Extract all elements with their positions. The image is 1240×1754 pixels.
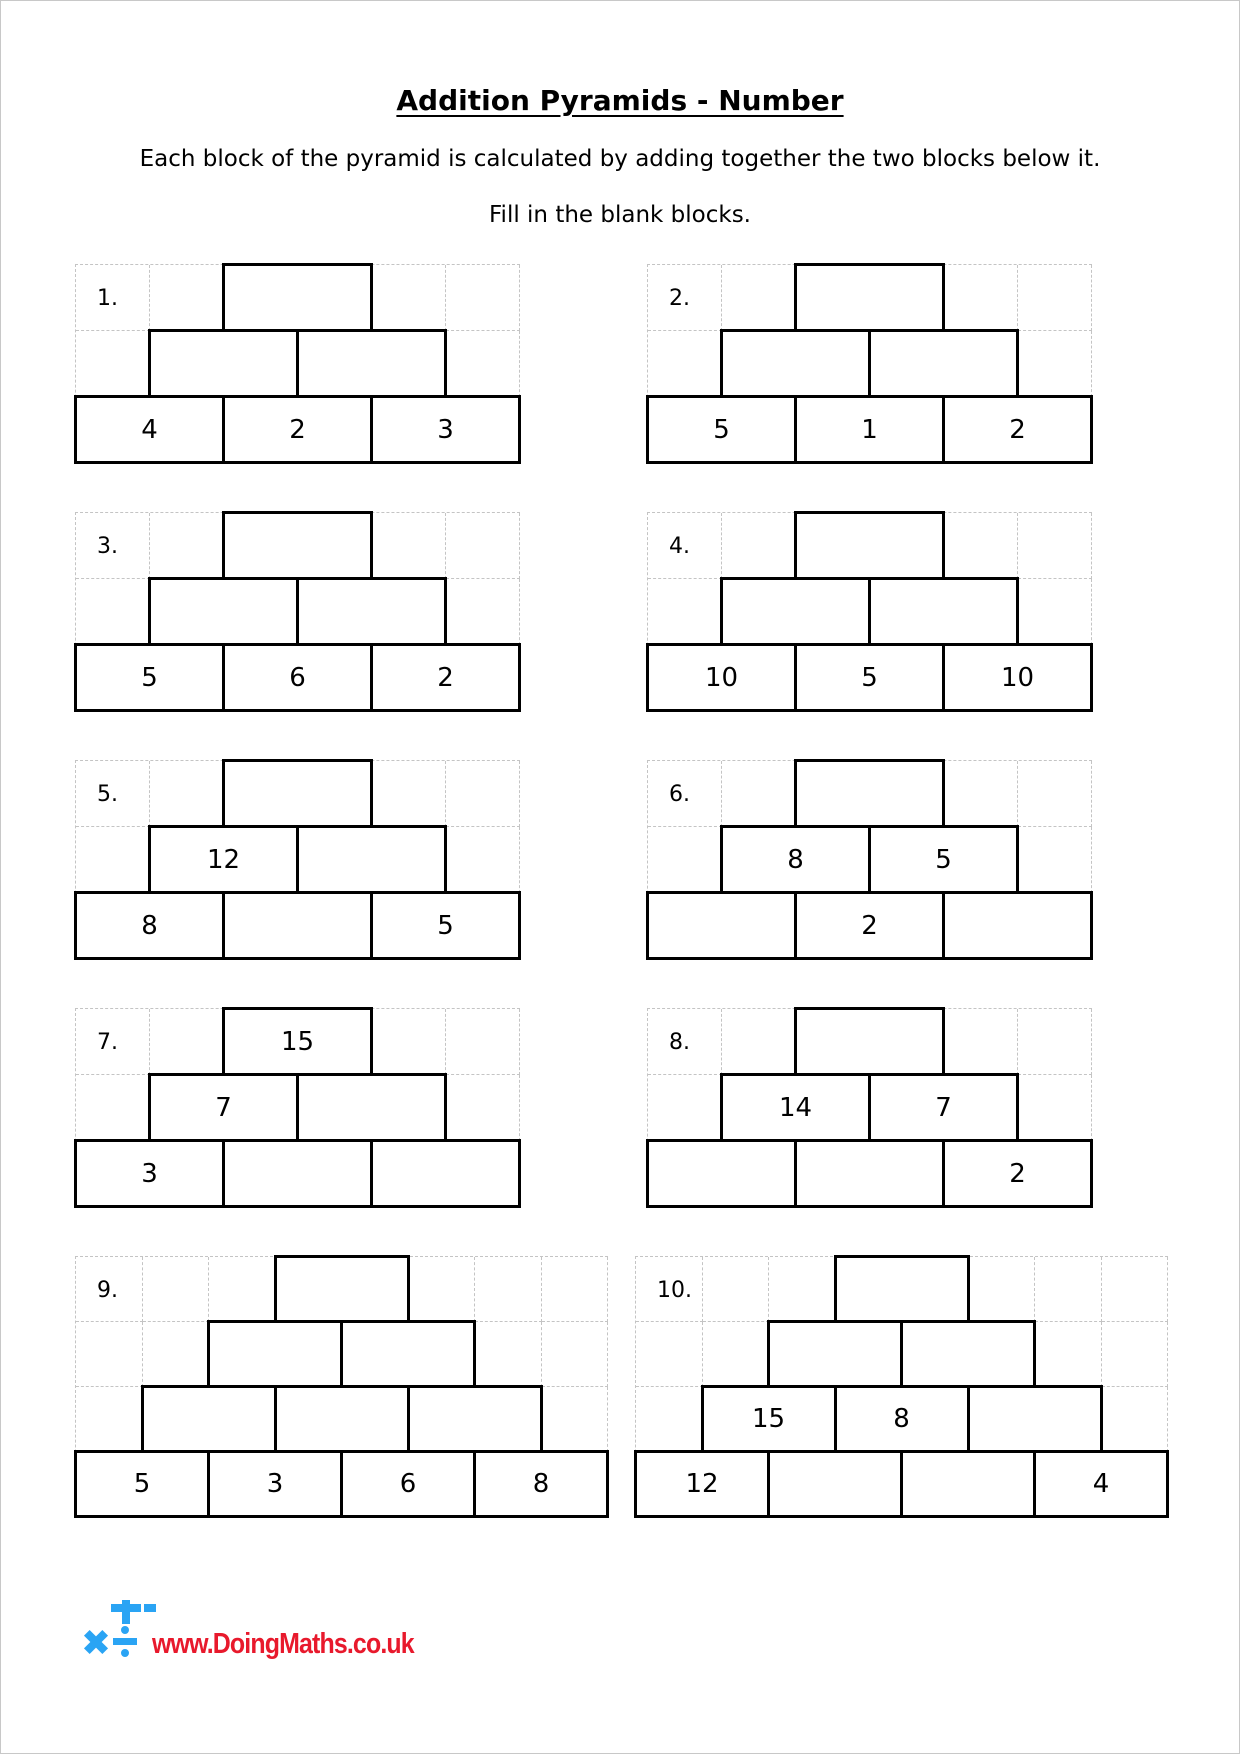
- blank-block[interactable]: [407, 1385, 543, 1453]
- number-block: 6: [340, 1450, 476, 1518]
- grid-cell: [150, 265, 224, 331]
- number-block: 5: [74, 643, 225, 712]
- grid-cell: [446, 1075, 520, 1141]
- grid-cell: [969, 1257, 1036, 1322]
- blank-block[interactable]: [148, 577, 299, 646]
- grid-cell: [446, 827, 520, 893]
- grid-cell: [76, 331, 150, 397]
- grid-cell: [1018, 761, 1092, 827]
- grid-cell: [944, 265, 1018, 331]
- grid-cell: [446, 513, 520, 579]
- number-block: 8: [74, 891, 225, 960]
- number-block: 1: [794, 395, 945, 464]
- grid-cell: [209, 1257, 276, 1322]
- grid-cell: [409, 1257, 476, 1322]
- blank-block[interactable]: [207, 1320, 343, 1388]
- blank-block[interactable]: [794, 263, 945, 332]
- blank-block[interactable]: [794, 1007, 945, 1076]
- grid-cell: [150, 761, 224, 827]
- grid-cell: [143, 1257, 210, 1322]
- grid-cell: [76, 1322, 143, 1387]
- grid-cell: [150, 1009, 224, 1075]
- number-block: 5: [74, 1450, 210, 1518]
- grid-cell: [703, 1322, 770, 1387]
- grid-cell: [636, 1387, 703, 1452]
- grid-cell: [944, 513, 1018, 579]
- grid-cell: [1102, 1257, 1169, 1322]
- pyramid-label: 9.: [97, 1278, 118, 1303]
- blank-block[interactable]: [222, 891, 373, 960]
- instruction-line-1: Each block of the pyramid is calculated by adding together the two blocks below it.: [139, 146, 1101, 172]
- grid-cell: [722, 761, 796, 827]
- blank-block[interactable]: [720, 329, 871, 398]
- grid-cell: [446, 265, 520, 331]
- grid-cell: [648, 827, 722, 893]
- grid-cell: [1018, 513, 1092, 579]
- grid-cell: [1018, 827, 1092, 893]
- number-block: 8: [473, 1450, 609, 1518]
- pyramid-label: 7.: [97, 1030, 118, 1055]
- blank-block[interactable]: [646, 891, 797, 960]
- grid-cell: [372, 761, 446, 827]
- number-block: 5: [868, 825, 1019, 894]
- blank-block[interactable]: [720, 577, 871, 646]
- blank-block[interactable]: [296, 825, 447, 894]
- grid-cell: [944, 1009, 1018, 1075]
- grid-cell: [542, 1387, 609, 1452]
- grid-cell: [150, 513, 224, 579]
- pyramid-label: 3.: [97, 534, 118, 559]
- blank-block[interactable]: [274, 1255, 410, 1323]
- grid-cell: [372, 265, 446, 331]
- number-block: 4: [1033, 1450, 1169, 1518]
- blank-block[interactable]: [222, 511, 373, 580]
- grid-cell: [1018, 331, 1092, 397]
- grid-cell: [76, 1387, 143, 1452]
- blank-block[interactable]: [900, 1450, 1036, 1518]
- number-block: 8: [834, 1385, 970, 1453]
- grid-cell: [76, 579, 150, 645]
- grid-cell: [446, 761, 520, 827]
- number-block: 5: [794, 643, 945, 712]
- number-block: 3: [207, 1450, 343, 1518]
- number-block: 5: [370, 891, 521, 960]
- grid-cell: [1018, 265, 1092, 331]
- pyramid-label: 2.: [669, 286, 690, 311]
- blank-block[interactable]: [868, 577, 1019, 646]
- blank-block[interactable]: [296, 577, 447, 646]
- grid-cell: [475, 1257, 542, 1322]
- grid-cell: [76, 827, 150, 893]
- number-block: 2: [942, 1139, 1093, 1208]
- number-block: 2: [942, 395, 1093, 464]
- blank-block[interactable]: [794, 1139, 945, 1208]
- grid-cell: [1102, 1387, 1169, 1452]
- grid-cell: [722, 1009, 796, 1075]
- grid-cell: [446, 1009, 520, 1075]
- blank-block[interactable]: [767, 1320, 903, 1388]
- number-block: 2: [794, 891, 945, 960]
- blank-block[interactable]: [967, 1385, 1103, 1453]
- blank-block[interactable]: [296, 1073, 447, 1142]
- grid-cell: [542, 1257, 609, 1322]
- pyramid-label: 4.: [669, 534, 690, 559]
- blank-block[interactable]: [868, 329, 1019, 398]
- blank-block[interactable]: [942, 891, 1093, 960]
- number-block: 14: [720, 1073, 871, 1142]
- number-block: 15: [701, 1385, 837, 1453]
- grid-cell: [1035, 1322, 1102, 1387]
- number-block: 4: [74, 395, 225, 464]
- number-block: 8: [720, 825, 871, 894]
- grid-cell: [76, 1075, 150, 1141]
- blank-block[interactable]: [834, 1255, 970, 1323]
- number-block: 7: [868, 1073, 1019, 1142]
- grid-cell: [722, 265, 796, 331]
- grid-cell: [542, 1322, 609, 1387]
- blank-block[interactable]: [794, 511, 945, 580]
- grid-cell: [372, 513, 446, 579]
- grid-cell: [769, 1257, 836, 1322]
- grid-cell: [1018, 579, 1092, 645]
- number-block: 5: [646, 395, 797, 464]
- blank-block[interactable]: [222, 263, 373, 332]
- pyramid-label: 1.: [97, 286, 118, 311]
- number-block: 15: [222, 1007, 373, 1076]
- blank-block[interactable]: [646, 1139, 797, 1208]
- grid-cell: [446, 331, 520, 397]
- grid-cell: [1018, 1075, 1092, 1141]
- grid-cell: [446, 579, 520, 645]
- blank-block[interactable]: [767, 1450, 903, 1518]
- number-block: 10: [646, 643, 797, 712]
- number-block: 12: [148, 825, 299, 894]
- number-block: 6: [222, 643, 373, 712]
- grid-cell: [372, 1009, 446, 1075]
- grid-cell: [143, 1322, 210, 1387]
- grid-cell: [648, 331, 722, 397]
- number-block: 2: [222, 395, 373, 464]
- blank-block[interactable]: [141, 1385, 277, 1453]
- blank-block[interactable]: [222, 759, 373, 828]
- blank-block[interactable]: [274, 1385, 410, 1453]
- grid-cell: [1102, 1322, 1169, 1387]
- number-block: 7: [148, 1073, 299, 1142]
- pyramid-label: 6.: [669, 782, 690, 807]
- grid-cell: [648, 1075, 722, 1141]
- pyramid-label: 8.: [669, 1030, 690, 1055]
- blank-block[interactable]: [148, 329, 299, 398]
- blank-block[interactable]: [296, 329, 447, 398]
- grid-cell: [648, 579, 722, 645]
- grid-cell: [722, 513, 796, 579]
- number-block: 3: [74, 1139, 225, 1208]
- number-block: 12: [634, 1450, 770, 1518]
- blank-block[interactable]: [794, 759, 945, 828]
- blank-block[interactable]: [222, 1139, 373, 1208]
- grid-cell: [1018, 1009, 1092, 1075]
- grid-cell: [944, 761, 1018, 827]
- blank-block[interactable]: [340, 1320, 476, 1388]
- instruction-line-2: Fill in the blank blocks.: [489, 202, 751, 228]
- blank-block[interactable]: [900, 1320, 1036, 1388]
- grid-cell: [703, 1257, 770, 1322]
- number-block: 10: [942, 643, 1093, 712]
- math-operators-icon: [80, 1600, 156, 1664]
- number-block: 3: [370, 395, 521, 464]
- grid-cell: [475, 1322, 542, 1387]
- worksheet-title: Addition Pyramids - Number: [396, 84, 844, 117]
- grid-cell: [636, 1322, 703, 1387]
- pyramid-label: 5.: [97, 782, 118, 807]
- number-block: 2: [370, 643, 521, 712]
- website-link[interactable]: www.DoingMaths.co.uk: [152, 1628, 414, 1660]
- grid-cell: [1035, 1257, 1102, 1322]
- blank-block[interactable]: [370, 1139, 521, 1208]
- pyramid-label: 10.: [657, 1278, 692, 1303]
